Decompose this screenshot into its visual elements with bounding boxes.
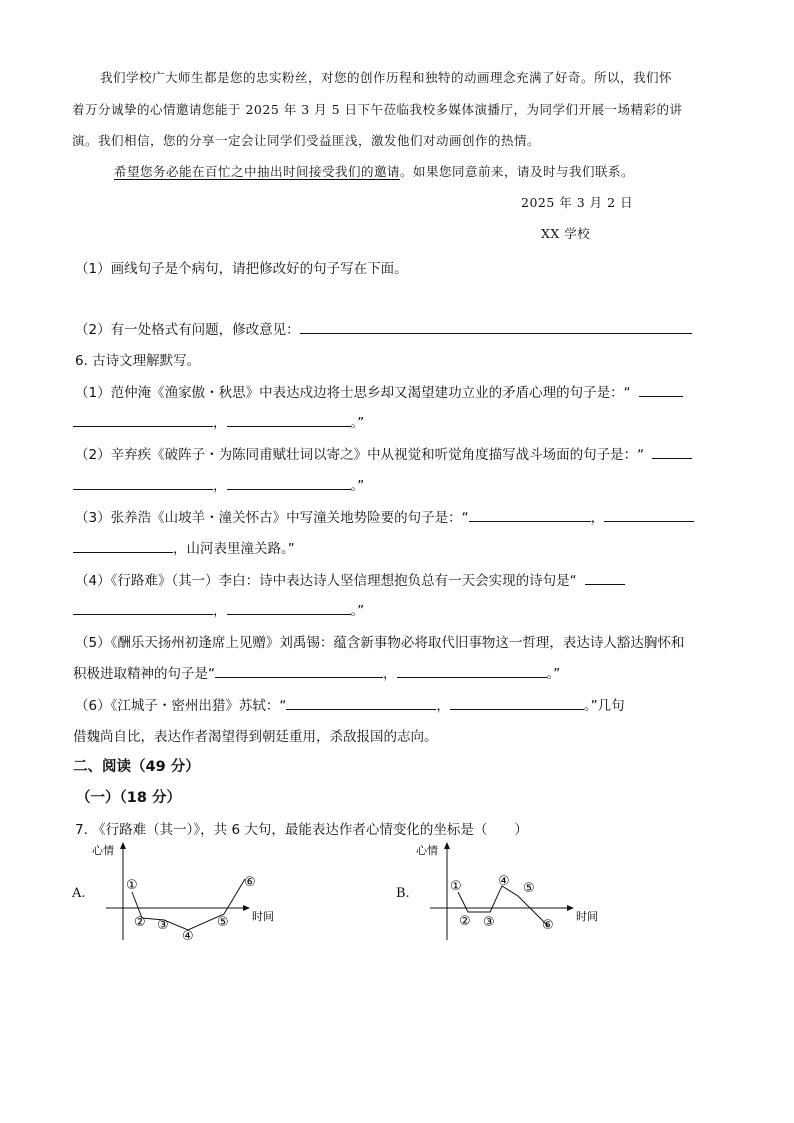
answer-blank[interactable]	[469, 507, 591, 522]
q6-s1-line1: （1）范仲淹《渔家傲・秋思》中表达戍边将士思乡却又渴望建功立业的矛盾心理的句子是：“	[75, 381, 683, 401]
q6-s2-line2: ， 。”	[73, 474, 364, 494]
answer-blank[interactable]	[397, 663, 547, 678]
answer-blank[interactable]	[227, 600, 351, 615]
q6-s6-line1: （6）《江城子・密州出猎》苏轼：“ ， 。”几句	[75, 694, 625, 714]
letter-signature: XX 学校	[541, 226, 591, 241]
letter-para1-line3: 演。我们相信，您的分享一定会让同学们受益匪浅，激发他们对动画创作的热情。	[72, 133, 541, 148]
answer-blank[interactable]	[300, 319, 692, 334]
y-axis-label: 心情	[92, 844, 114, 857]
point-label: ④	[182, 929, 194, 944]
y-axis-label: 心情	[416, 844, 438, 857]
answer-blank[interactable]	[73, 475, 213, 490]
letter-date: 2025 年 3 月 2 日	[521, 195, 634, 210]
subsection-title: （一）（18 分）	[76, 790, 181, 806]
point-label: ⑤	[217, 915, 229, 930]
answer-blank[interactable]	[73, 412, 213, 427]
answer-blank[interactable]	[227, 475, 351, 490]
x-axis-label: 时间	[252, 910, 274, 923]
underlined-sentence: 希望您务必能在百忙之中抽出时间接受我们的邀请	[114, 164, 401, 179]
point-label: ①	[126, 878, 138, 893]
option-b-label[interactable]: B.	[396, 886, 410, 901]
option-a-graph	[88, 840, 288, 945]
q6-s3-line2: ，山河表里潼关路。”	[73, 537, 295, 557]
answer-blank[interactable]	[604, 507, 694, 522]
section-title: 二、阅读（49 分）	[73, 759, 200, 775]
q7-stem: 7. 《行路难（其一）》，共 6 大句，最能表达作者心情变化的坐标是（ ）	[75, 822, 528, 838]
point-label: ⑤	[523, 881, 535, 896]
q6-s2-line1: （2）辛弃疾《破阵子・为陈同甫赋壮词以寄之》中从视觉和听觉角度描写战斗场面的句子是：“	[75, 443, 692, 463]
answer-blank[interactable]	[652, 444, 692, 459]
y-axis-arrow	[120, 842, 126, 849]
point-label: ③	[157, 918, 169, 933]
option-a-label[interactable]: A.	[72, 886, 86, 901]
letter-para1-line1: 我们学校广大师生都是您的忠实粉丝，对您的创作历程和独特的动画理念充满了好奇。所以，我们怀	[100, 70, 673, 85]
q6-s1-line2: ， 。”	[73, 411, 364, 431]
q6-s5-line1: （5）《酬乐天扬州初逢席上见赠》刘禹锡：蕴含新事物必将取代旧事物这一哲理，表达诗人豁达胸怀和	[75, 635, 685, 651]
answer-blank[interactable]	[215, 663, 383, 678]
option-b-graph	[412, 840, 612, 945]
x-axis-label: 时间	[576, 910, 598, 923]
q6-s6-line2: 借魏尚自比，表达作者渴望得到朝廷重用，杀敌报国的志向。	[73, 729, 438, 745]
x-axis-arrow	[243, 905, 250, 911]
q6-s3-line1: （3）张养浩《山坡羊・潼关怀古》中写潼关地势险要的句子是：“ ，	[75, 506, 694, 526]
point-label: ⑥	[244, 875, 256, 890]
point-label: ②	[459, 914, 471, 929]
q5-sub2: （2）有一处格式有问题，修改意见：	[75, 318, 692, 338]
x-axis-arrow	[567, 905, 574, 911]
point-label: ②	[134, 915, 146, 930]
point-label: ③	[483, 915, 495, 930]
q6-s4-line1: （4）《行路难》（其一）李白：诗中表达诗人坚信理想抱负总有一天会实现的诗句是“	[75, 569, 625, 589]
point-label: ①	[450, 879, 462, 894]
y-axis-arrow	[444, 842, 450, 849]
q6-title: 6. 古诗文理解默写。	[75, 353, 201, 369]
answer-blank[interactable]	[73, 600, 213, 615]
answer-blank[interactable]	[450, 695, 584, 710]
letter-para1-line2: 着万分诚挚的心情邀请您能于 2025 年 3 月 5 日下午莅临我校多媒体演播厅，为同学们开展一场精彩的讲	[72, 102, 683, 117]
point-label: ⑥	[542, 918, 554, 933]
answer-blank[interactable]	[585, 570, 625, 585]
answer-blank[interactable]	[227, 412, 351, 427]
q6-s5-line2: 积极进取精神的句子是“ ， 。”	[73, 662, 560, 682]
letter-para2-rest: 。如果您同意前来，请及时与我们联系。	[400, 164, 635, 179]
point-label: ④	[498, 874, 510, 889]
answer-blank[interactable]	[286, 695, 436, 710]
q6-s4-line2: ， 。”	[73, 599, 364, 619]
answer-blank[interactable]	[73, 538, 173, 553]
letter-para2	[114, 162, 634, 180]
answer-blank[interactable]	[639, 382, 683, 397]
q5-sub1: （1）画线句子是个病句，请把修改好的句子写在下面。	[75, 261, 408, 277]
